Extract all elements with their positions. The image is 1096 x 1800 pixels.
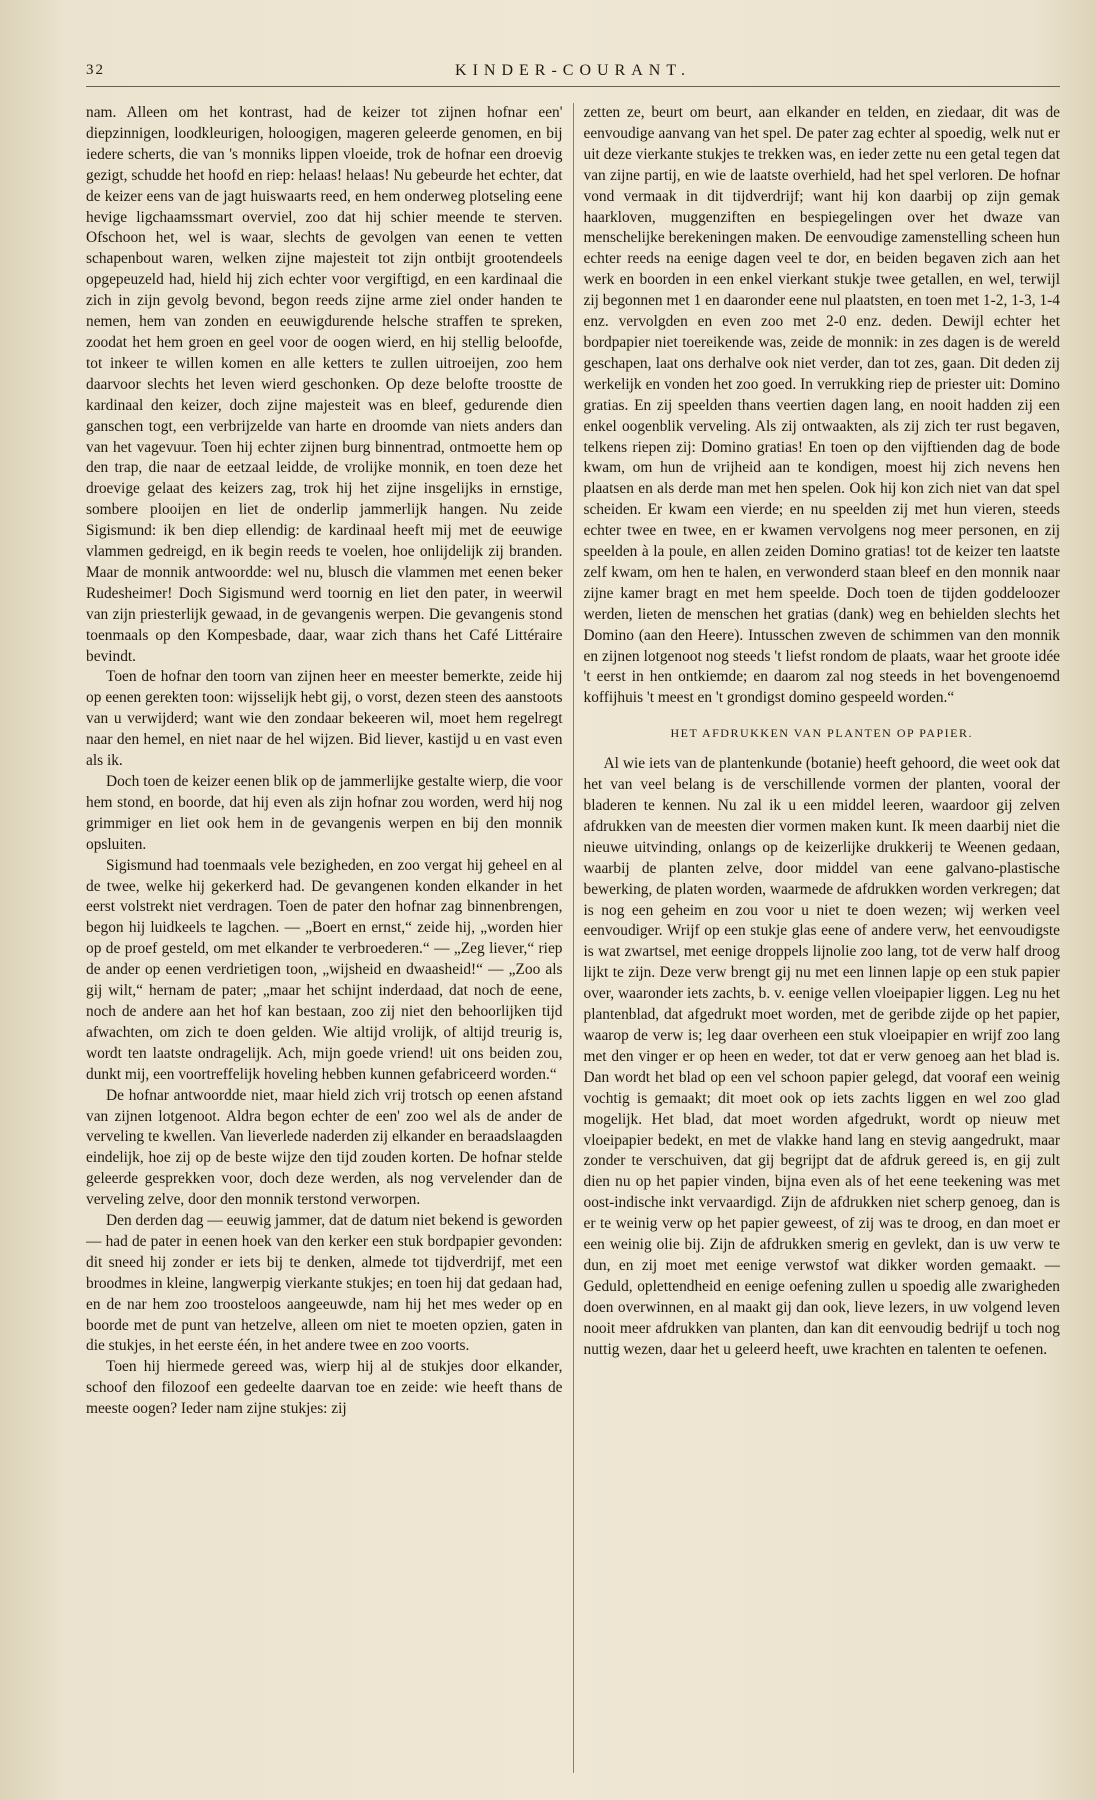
paragraph: Sigismund had toenmaals vele bezigheden, en zoo vergat hij geheel en al de twee, welke hij gekerkerd had. De gevangenen konden elkander in het eerst volstrekt niet verdragen. Toen de pater den hofnar zag binnenbrengen, begon hij luidkeels te lagchen. — „Boert en ernst,“ zeide hij, „worden hier op de proef gesteld, om met elkander te verbroederen.“ — „Zeg liever,“ riep de ander op eenen verdrietigen toon, „wijsheid en dwaasheid!“ — „Zoo als gij wilt,“ hernam de pater; „maar het schijnt inderdaad, dat noch de eene, noch de andere aan het hof kan bestaan, zoo zij niet den behoorlijken tijd afwachten, om zich te doen gelden. Wie altijd vrolijk, of altijd treurig is, wordt ten laatste ondragelijk. Ach, mijn goede vriend! uit ons beiden zou, dunkt mij, een voortreffelijk hoveling hebben kunnen gefabriceerd worden.“ xyxy=(86,856,563,1083)
column-divider xyxy=(573,103,574,1773)
paragraph: Toen de hofnar den toorn van zijnen heer en meester bemerkte, zeide hij op eenen gerekten toon: wijsselijk hebt gij, o vorst, dezen steen des aanstoots van u verwijderd; want wie den zondaar bekeeren wil, moet hem regelregt naar den hemel, en niet naar de hel wijzen. Bid liever, kastijd u en vast even als ik. xyxy=(86,668,563,770)
paragraph: Doch toen de keizer eenen blik op de jammerlijke gestalte wierp, die voor hem stond, en boorde, dat hij even als zijn hofnar zou worden, werd hij nog grimmiger en liet ook hem in de gevangenis werpen en bij den monnik opsluiten. xyxy=(86,773,563,853)
text-columns xyxy=(86,103,1060,1773)
right-column xyxy=(584,103,1061,1773)
paragraph: De hofnar antwoordde niet, maar hield zich vrij trotsch op eenen afstand van zijnen lotgenoot. Aldra begon echter de een' zoo wel als de ander de verveling te kwellen. Van lieverlede naderden zij elkander en beraadslaagden eindelijk, hoe zij op de beste wijze den tijd zouden korten. De hofnar stelde geleerde gesprekken voor, doch deze werden, als nog vervelender dan de verveling zelve, door den monnik terstond verworpen. xyxy=(86,1086,563,1209)
section-heading: HET AFDRUKKEN VAN PLANTEN OP PAPIER. xyxy=(670,726,973,741)
paragraph: nam. Alleen om het kontrast, had de keizer tot zijnen hofnar een' diepzinnigen, loodkleurigen, holoogigen, mageren geleerde genomen, en bij iedere scherts, die van 's monniks lippen vloeide, trok de hofnar een droevig gezigt, schudde het hoofd en riep: helaas! helaas! Nu gebeurde het echter, dat de keizer eens van de jagt huiswaarts reed, en hem onderweg plotseling eene hevige ligchaamssmart overviel, zoo dat hij schier meende te sterven. Ofschoon het, wel is waar, slechts de gevolgen van eenen te vetten schapenbout waren, welken zijne majesteit tot zijn ontbijt grootendeels opgepeuzeld had, hield hij zich echter voor vergiftigd, en een kardinaal die zich in zijn gevolg bevond, begon reeds zijne arme ziel onder handen te nemen, hem van zonden en eeuwigdurende helsche straffen te spreken, zoodat het hem groen en geel voor de oogen wierd, en hij stellig beloofde, tot inkeer te willen komen en alle ketters te zullen uitroeijen, zoo hem daarvoor slechts het leven wierd geschonken. Op deze belofte troostte de kardinaal den keizer, doch zijne majesteit was en bleef, gedurende dien ganschen togt, een verbrijzelde van harte en droomde van niets anders dan van het vagevuur. Toen hij echter zijnen burg binnentrad, ontmoette hem op den trap, die naar de eetzaal leidde, de vrolijke monnik, en toen deze het droevige gelaat des keizers zag, trok hij het zijne insgelijks in ernstige, sombere plooijen en liet de onderlip jammerlijk hangen. Nu zeide Sigismund: ik ben diep ellendig: de kardinaal heeft mij met de eeuwige vlammen gedreigd, en ik begin reeds te voelen, hoe onlijdelijk zij branden. Maar de monnik antwoordde: wel nu, blusch die vlammen met eenen beker Rudesheimer! Doch Sigismund werd toornig en liet den pater, in weerwil van zijn priesterlijk gewaad, in de gevangenis werpen. Die gevangenis stond toenmaals op den Kompesbade, daar, waar zich thans het Café Littéraire bevindt. xyxy=(86,104,563,665)
paragraph: zetten ze, beurt om beurt, aan elkander en telden, en ziedaar, dit was de eenvoudige aanvang van het spel. De pater zag echter al spoedig, welk nut er uit deze vierkante stukjes te trekken was, en ieder zette nu een getal tegen dat van zijne partij, en wie de laatste overhield, had het spel verloren. De hofnar vond vermaak in dit tijdverdrijf; want hij kon daarbij op zijn gemak haarkloven, muggenziften en bespiegelingen over het dwaze van menschelijke berekeningen maken. De eenvoudige zamenstelling scheen hun echter reeds na eenige dagen veel te dor, en beiden begaven zich aan het werk en boorden in een enkel vierkant stukje twee getallen, en wel, terwijl zij begonnen met 1 en daaronder eene nul plaatsten, en toen met 1-2, 1-3, 1-4 enz. vervolgden en even zoo met 2-0 enz. deden. Dewijl echter het bordpapier niet toereikende was, zeide de monnik: in zes dagen is de wereld geschapen, laat ons derhalve ook niet verder, dan tot zes, gaan. Dit deden zij werkelijk en vonden het zoo goed. In verrukking riep de priester uit: Domino gratias. En zij speelden thans veertien dagen lang, en nooit hadden zij een enkel oogenblik verveling. Als zij ontwaakten, als zij zich ter rust begaven, telkens riepen zij: Domino gratias! En toen op den vijftienden dag de bode kwam, om hun de vrijheid aan te kondigen, moest hij zich nevens hen plaatsen en als derde man met hen spelen. Ook hij kon zich niet van dat spel scheiden. Er kwam een vierde; en nu speelden zij met hun vieren, steeds echter twee en twee, en er kwamen vervolgens nog meer personen, en zij speelden à la poule, en allen zeiden Domino gratias! tot de keizer ten laatste zelf kwam, om hen te halen, en verwonderd staan bleef en den monnik naar zijne kamer bragt en met hem speelde. Doch toen de tijden goddeloozer werden, lieten de menschen het gratias (dank) weg en behielden slechts het Domino (aan den Heere). Intusschen zweven de schimmen van den monnik en zijnen lotgenoot nog steeds 't liefst rondom de plaats, waar het groote idée 't eerst in hen ontkiemde; en daarom zal nog steeds in het bovengenoemd koffijhuis 't meest en 't grondigst domino gespeeld worden.“ xyxy=(583,104,1060,707)
page-header xyxy=(86,58,1060,87)
paragraph: Den derden dag — eeuwig jammer, dat de datum niet bekend is geworden — had de pater in eenen hoek van den kerker een stuk bordpapier gevonden: dit sneed hij zonder er iets bij te denken, almede tot tijdverdrijf, met een broodmes in kleine, langwerpig vierkante stukjes; en toen hij dat gedaan had, en de nar hem zoo troosteloos aangeeuwde, nam hij het mes weder op en boorde met de punt van hetzelve, alleen om niet te moeten opzien, gaten in die stukjes, in het eerste één, in het andere twee en zoo voorts. xyxy=(86,1212,563,1355)
left-column xyxy=(86,103,563,1773)
running-title: KINDER-COURANT. xyxy=(455,62,691,79)
paragraph: Toen hij hiermede gereed was, wierp hij al de stukjes door elkander, schoof den filozoof een gedeelte daarvan toe en zeide: wie heeft thans de meeste oogen? Ieder nam zijne stukjes: zij xyxy=(86,1358,563,1418)
paragraph: Al wie iets van de plantenkunde (botanie) heeft gehoord, die weet ook dat het van veel belang is de verschillende vormen der planten, vooral der bladeren te kennen. Nu zal ik u een middel leeren, waardoor gij zelven afdrukken van de meesten dier vormen maken kunt. Ik meen daarbij niet die nieuwe uitvinding, onlangs op de keizerlijke drukkerij te Weenen gedaan, waarbij de planten zelve, door middel van eene galvano-plastische bewerking, de platen worden, waarmede de afdrukken worden verkregen; dat is nog een geheim en zou voor u niet te doen wezen; wij werken veel eenvoudiger. Wrijf op een stukje glas eene of andere verw, het eenvoudigste is wat zwartsel, met eenige droppels lijnolie zoo lang, tot de verw half droog lijkt te zijn. Deze verw brengt gij nu met een linnen lapje op een stuk papier over, waaronder iets zachts, b. v. eenige vellen vloeipapier liggen. Leg nu het plantenblad, dat afgedrukt moet worden, met de geribde zijde op het papier, waarop de verw is; leg daar overheen een stuk vloeipapier en wrijf zoo lang met den vinger er op heen en weder, tot dat er verw genoeg aan het blad is. Dan wordt het blad op een vel schoon papier gelegd, dat vooraf een weinig vochtig is gemaakt; dit moet ook op iets zachts liggen en wel zoo glad mogelijk. Het blad, dat moet worden afgedrukt, wordt op nieuw met vloeipapier bedekt, en met de vlakke hand lang en stevig aangedrukt, maar zonder te verschuiven, dat gij begrijpt dat de afdruk gereed is, en gij zult dien nu op het papier vinden, bijna even als of het eene teekening was met oost-indische inkt vervaardigd. Zijn de afdrukken niet scherp genoeg, dan is er te weinig verw op het papier geweest, of zij was te droog, en dan moet er een weinig olie bij. Zijn de afdrukken smerig en gevlekt, dan is uw verw te dun, en zij moet met eenige verwstof wat dikker worden gemaakt. — Geduld, oplettendheid en eenige oefening zullen u spoedig alle zwarigheden doen overwinnen, en al maakt gij dan ook, lieve lezers, in uw volgend leven nooit meer afdrukken van planten, dan kan dit eenvoudig bedrijf u toch nog nuttig wezen, daar het u geleerd heeft, uwe krachten en talenten te oefenen. xyxy=(583,755,1060,1358)
page-number: 32 xyxy=(86,62,105,78)
